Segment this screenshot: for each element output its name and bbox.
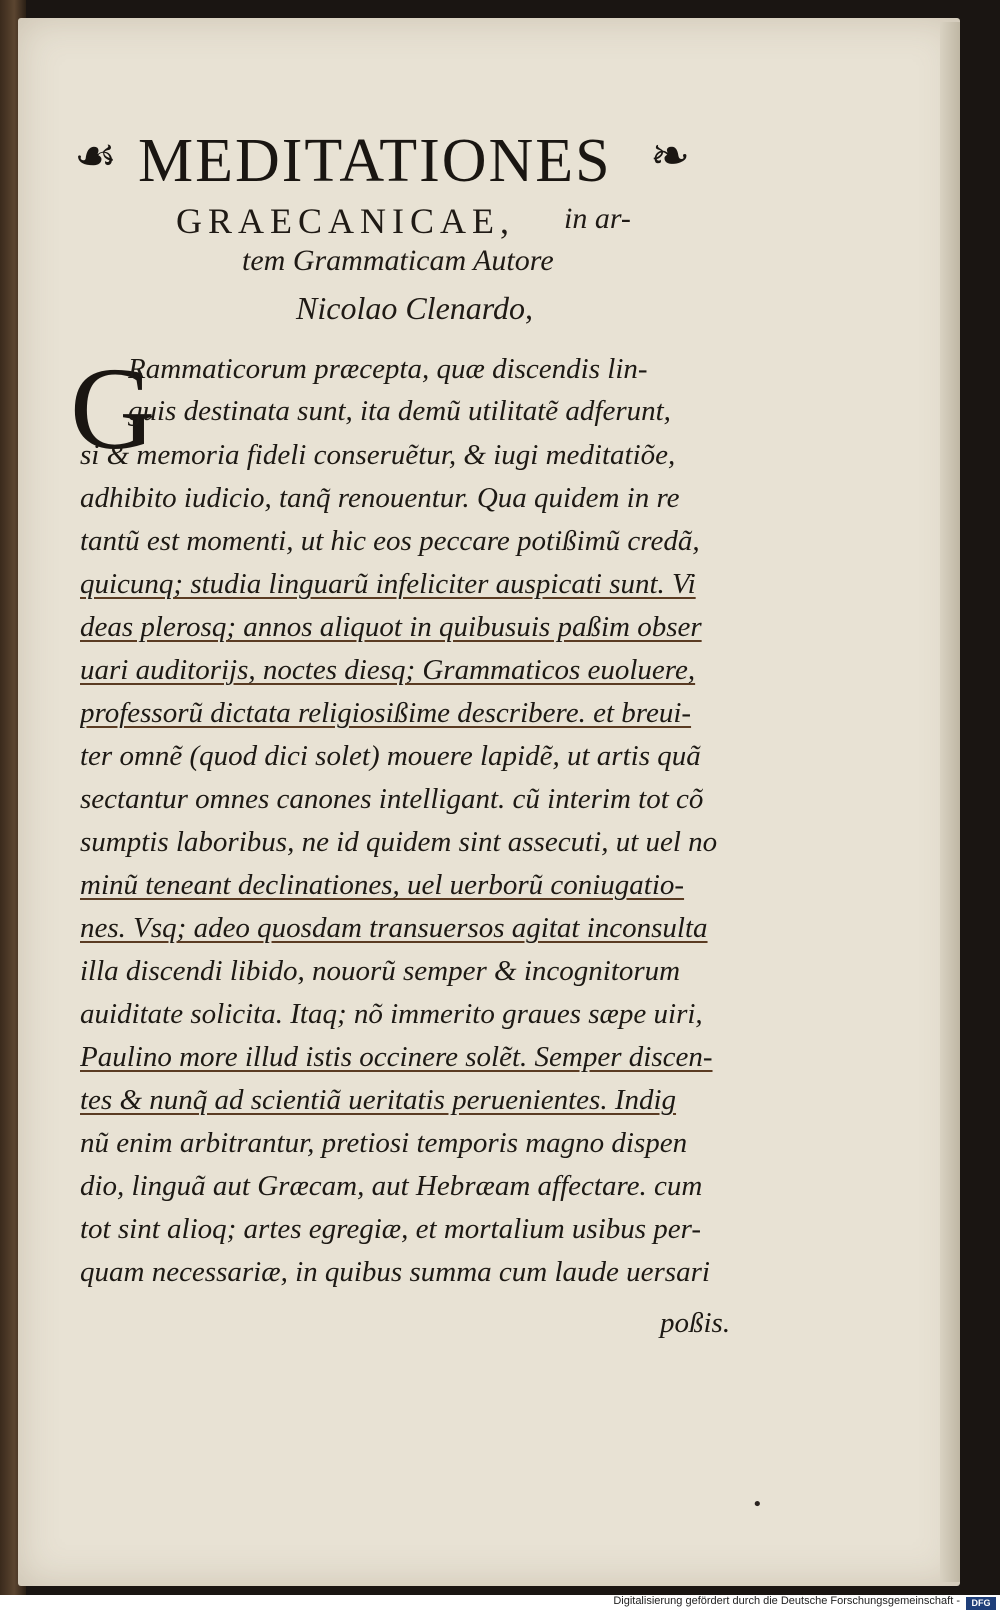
dfg-logo-icon: DFG xyxy=(966,1597,996,1610)
text-line: guis destinata sunt, ita demũ utilitatẽ adferunt, xyxy=(128,395,671,427)
text-line: Rammaticorum præcepta, quæ discendis lin- xyxy=(128,353,648,385)
text-line: nũ enim arbitrantur, pretiosi temporis magno dispen xyxy=(80,1127,688,1159)
drop-cap: G xyxy=(70,343,156,474)
ornament-right-icon: ❧ xyxy=(650,128,691,184)
ornament-left-icon: ☙ xyxy=(74,128,118,184)
text-line: tes & nunq̃ ad scientiã ueritatis peruenientes. Indig xyxy=(80,1084,677,1116)
text-line: quicunq; studia linguarũ infeliciter auspicati sunt. Vi xyxy=(80,568,696,600)
subtitle-line-1: GRAECANICAE, xyxy=(176,201,515,241)
text-line: si & memoria fideli conseruẽtur, & iugi meditatiõe, xyxy=(80,439,676,471)
text-line: dio, linguã aut Græcam, aut Hebræam affectare. cum xyxy=(80,1170,703,1202)
text-line: minũ teneant declinationes, uel uerborũ coniugatio- xyxy=(80,869,685,901)
funding-credit: Digitalisierung gefördert durch die Deutsche Forschungsgemeinschaft - xyxy=(613,1595,960,1607)
text-line: uari auditorijs, noctes diesq; Grammaticos euoluere, xyxy=(80,654,696,686)
subtitle-line-3: Nicolao Clenardo, xyxy=(296,290,534,326)
signature-mark: • xyxy=(752,1494,763,1515)
page-title: MEDITATIONES xyxy=(138,127,612,195)
text-line: ter omnẽ (quod dici solet) mouere lapidẽ, ut artis quã xyxy=(80,740,701,772)
text-line: nes. Vsq; adeo quosdam transuersos agitat inconsulta xyxy=(80,912,708,944)
page-edge xyxy=(940,22,960,1582)
catchword: poßis. xyxy=(660,1307,731,1339)
text-line: quam necessariæ, in quibus summa cum laude uersari xyxy=(80,1256,710,1288)
text-line: tantũ est momenti, ut hic eos peccare potißimũ credã, xyxy=(80,525,700,557)
text-line: tot sint alioq; artes egregiæ, et mortalium usibus per- xyxy=(80,1213,702,1245)
text-line: Paulino more illud istis occinere solẽt. Semper discen- xyxy=(80,1041,713,1073)
text-line: adhibito iudicio, tanq̃ renouentur. Qua quidem in re xyxy=(80,482,680,514)
subtitle-line-1b: in ar- xyxy=(564,202,631,235)
text-line: illa discendi libido, nouorũ semper & incognitorum xyxy=(80,955,681,987)
text-line: sectantur omnes canones intelligant. cũ interim tot cõ xyxy=(80,783,704,815)
footer-bar xyxy=(0,1595,1000,1612)
text-line: professorũ dictata religiosißime describere. et breui- xyxy=(80,697,692,729)
subtitle-line-2: tem Grammaticam Autore xyxy=(242,244,554,277)
text-line: auiditate solicita. Itaq; nõ immerito graues sæpe uiri, xyxy=(80,998,703,1030)
text-line: deas plerosq; annos aliquot in quibusuis paßim obser xyxy=(80,611,702,643)
text-line: sumptis laboribus, ne id quidem sint assecuti, ut uel no xyxy=(80,826,718,858)
